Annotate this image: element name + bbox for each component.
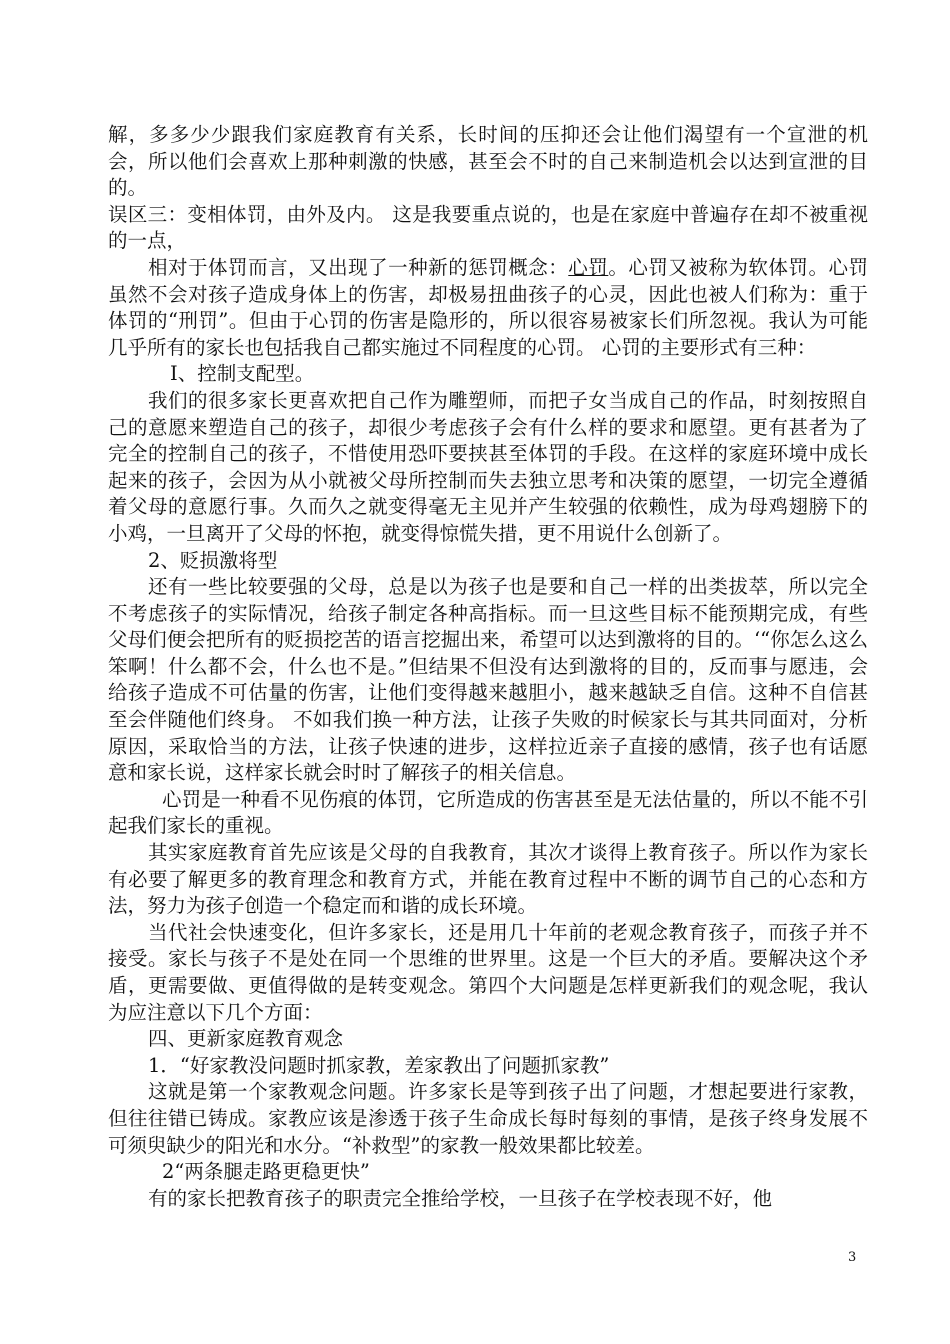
paragraph-misconception-three: 误区三：变相体罚，由外及内。 这是我要重点说的，也是在家庭中普遍存在却不被重视的一点， — [108, 202, 868, 253]
paragraph: 解，多多少少跟我们家庭教育有关系，长时间的压抑还会让他们渴望有一个宣泄的机会，所以他们会喜欢上那种刺激的快感，甚至会不时的自己来制造机会以达到宣泄的目的。 — [108, 123, 868, 200]
subheading-2: 2“两条腿走路更稳更快” — [162, 1160, 370, 1184]
paragraph: 这就是第一个家教观念问题。许多家长是等到孩子出了问题，才想起要进行家教，但往往错已铸成。家教应该是渗透于孩子生命成长每时每刻的事情，是孩子终身发展不可须臾缺少的阳光和水分。“补救型”的家教一般效果都比较差。 — [108, 1080, 868, 1157]
subheading-belittle: 2、贬损激将型 — [148, 548, 278, 572]
subheading-control: Ⅰ、控制支配型。 — [170, 362, 315, 386]
subheading-1: 1．“好家教没问题时抓家教，差家教出了问题抓家教” — [148, 1053, 610, 1077]
page-number: 3 — [848, 1250, 857, 1265]
paragraph-heart-punishment: 相对于体罚而言，又出现了一种新的惩罚概念：心罚。心罚又被称为软体罚。心罚虽然不会对孩子造成身体上的伤害，却极易扭曲孩子的心灵，因此也被人们称为：重于体罚的“刑罚”。但由于心罚的伤害是隐形的，所以很容易被家长们所忽视。我认为可能几乎所有的家长也包括我自己都实施过不同程度的心罚。 心罚的主要形式有三种： — [108, 255, 868, 359]
section-heading: 四、更新家庭教育观念 — [148, 1027, 344, 1051]
paragraph: 有的家长把教育孩子的职责完全推给学校，一旦孩子在学校表现不好，他 — [148, 1186, 773, 1210]
paragraph: 还有一些比较要强的父母，总是以为孩子也是要和自己一样的出类拔萃，所以完全不考虑孩子的实际情况，给孩子制定各种高指标。而一旦这些目标不能预期完成，有些父母们便会把所有的贬损挖苦的语言挖掘出来，希望可以达到激将的目的。‘“你怎么这么笨啊！什么都不会，什么也不是。”但结果不但没有达到激将的目的，反而事与愿违，会给孩子造成不可估量的伤害，让他们变得越来越胆小，越来越缺乏自信。这种不自信甚至会伴随他们终身。 不如我们换一种方法，让孩子失败的时候家长与其共同面对，分析原因，采取恰当的方法，让孩子快速的进步，这样拉近亲子直接的感情，孩子也有话愿意和家长说，这样家长就会时时了解孩子的相关信息。 — [108, 575, 868, 785]
paragraph: 其实家庭教育首先应该是父母的自我教育，其次才谈得上教育孩子。所以作为家长有必要了解更多的教育理念和教育方式，并能在教育过程中不断的调节自己的心态和方法，努力为孩子创造一个稳定而和谐的成长环境。 — [108, 841, 868, 918]
paragraph: 当代社会快速变化，但许多家长，还是用几十年前的老观念教育孩子，而孩子并不接受。家长与孩子不是处在同一个思维的世界里。这是一个巨大的矛盾。要解决这个矛盾，更需要做、更值得做的是转变观念。第四个大问题是怎样更新我们的观念呢，我认为应注意以下几个方面： — [108, 920, 868, 1024]
underlined-term: 心罚 — [568, 255, 609, 279]
paragraph: 我们的很多家长更喜欢把自己作为雕塑师，而把子女当成自己的作品，时刻按照自己的意愿来塑造自己的孩子，却很少考虑孩子会有什么样的要求和愿望。更有甚者为了完全的控制自己的孩子，不惜使用恐吓要挟甚至体罚的手段。在这样的家庭环境中成长起来的孩子，会因为从小就被父母所控制而失去独立思考和决策的愿望，一切完全遵循着父母的意愿行事。久而久之就变得毫无主见并产生较强的依赖性，成为母鸡翅膀下的小鸡，一旦离开了父母的怀抱，就变得惊慌失措，更不用说什么创新了。 — [108, 388, 868, 545]
paragraph: 心罚是一种看不见伤痕的体罚，它所造成的伤害甚至是无法估量的，所以不能不引起我们家长的重视。 — [108, 787, 868, 838]
body-text — [108, 122, 868, 1212]
